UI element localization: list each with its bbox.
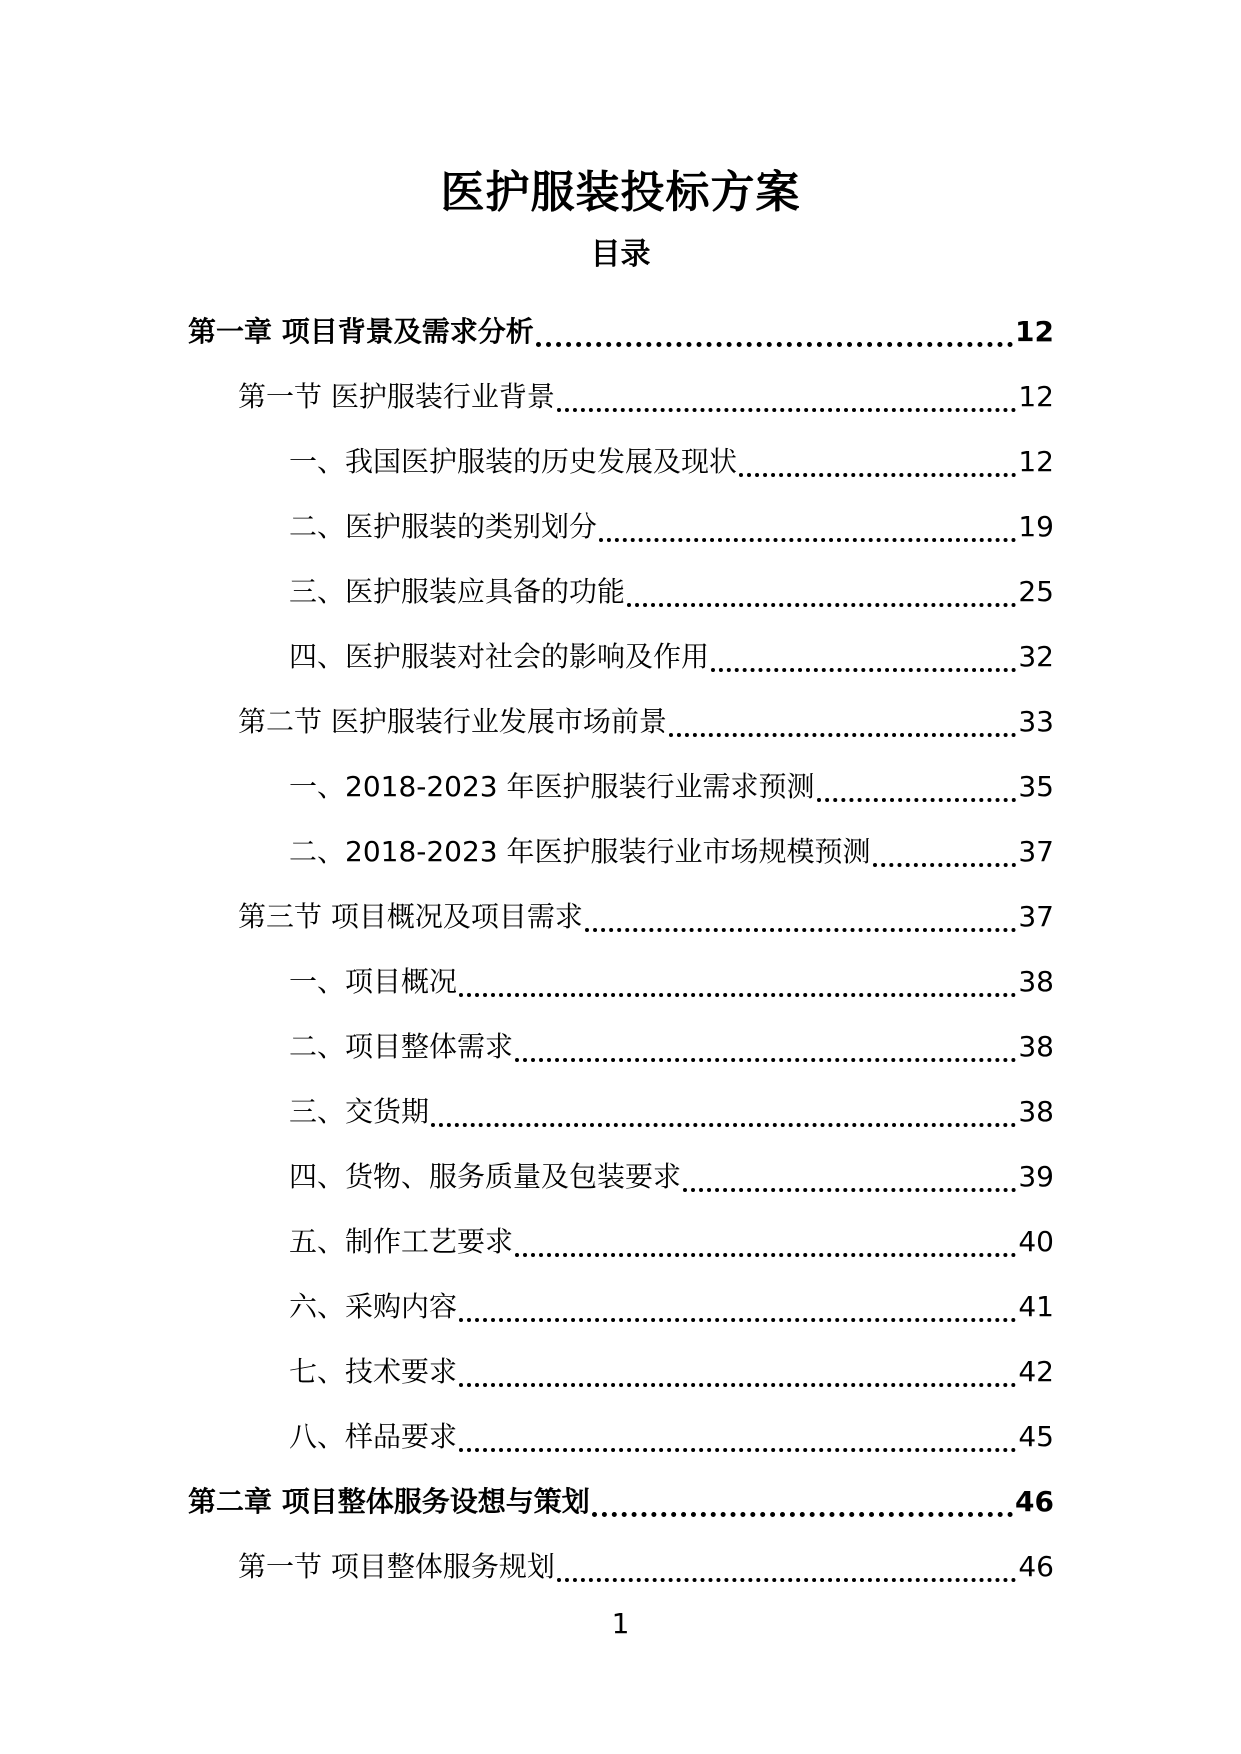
toc-entry[interactable] xyxy=(0,1274,1241,1339)
toc-entry-page: 40 xyxy=(1018,1224,1054,1258)
toc-entry-title: 四、医护服装对社会的影响及作用 xyxy=(289,639,710,673)
toc-entry-page: 46 xyxy=(1015,1484,1054,1518)
toc-entry[interactable] xyxy=(0,1079,1241,1144)
toc-entry-title: 第一章 项目背景及需求分析 xyxy=(188,314,534,348)
toc-entry[interactable] xyxy=(0,559,1241,624)
toc-entry-page: 25 xyxy=(1018,574,1054,608)
toc-entry-page: 41 xyxy=(1018,1289,1054,1323)
toc-dot-leader xyxy=(459,1318,1016,1322)
toc-dot-leader xyxy=(557,408,1016,412)
toc-entry-title: 三、医护服装应具备的功能 xyxy=(289,574,626,608)
toc-entry-title: 一、2018-2023 年医护服装行业需求预测 xyxy=(289,769,815,803)
toc-entry-title: 二、项目整体需求 xyxy=(289,1029,514,1063)
toc-entry-page: 12 xyxy=(1015,314,1054,348)
toc-entry-title: 一、项目概况 xyxy=(289,964,458,998)
toc-dot-leader xyxy=(557,1578,1016,1582)
toc-entry[interactable] xyxy=(0,1014,1241,1079)
toc-entry-page: 39 xyxy=(1018,1159,1054,1193)
toc-entry-page: 37 xyxy=(1018,834,1054,868)
toc-entry-page: 19 xyxy=(1018,509,1054,543)
toc-entry-page: 32 xyxy=(1018,639,1054,673)
toc-entry[interactable] xyxy=(0,299,1241,364)
toc-entry[interactable] xyxy=(0,1339,1241,1404)
toc-entry-title: 第一节 项目整体服务规划 xyxy=(238,1549,555,1583)
toc-dot-leader xyxy=(683,1188,1016,1192)
toc-entry[interactable] xyxy=(0,1209,1241,1274)
toc-entry-title: 第三节 项目概况及项目需求 xyxy=(238,899,583,933)
toc-entry[interactable] xyxy=(0,689,1241,754)
toc-entry-title: 第一节 医护服装行业背景 xyxy=(238,379,555,413)
toc-entry-page: 35 xyxy=(1018,769,1054,803)
toc-entry-title: 五、制作工艺要求 xyxy=(289,1224,514,1258)
document-title: 医护服装投标方案 xyxy=(440,167,801,218)
toc-dot-leader xyxy=(536,342,1013,347)
toc-dot-leader xyxy=(585,928,1016,932)
toc-dot-leader xyxy=(592,1512,1013,1517)
toc-entry-title: 二、2018-2023 年医护服装行业市场规模预测 xyxy=(289,834,871,868)
toc-entry-page: 38 xyxy=(1018,1094,1054,1128)
toc-entry-page: 33 xyxy=(1018,704,1054,738)
toc-entry-title: 四、货物、服务质量及包装要求 xyxy=(289,1159,682,1193)
toc-entry[interactable] xyxy=(0,949,1241,1014)
toc-entry-title: 一、我国医护服装的历史发展及现状 xyxy=(289,444,738,478)
toc-dot-leader xyxy=(515,1058,1016,1062)
toc-entry-title: 第二节 医护服装行业发展市场前景 xyxy=(238,704,667,738)
toc-entry-title: 二、医护服装的类别划分 xyxy=(289,509,598,543)
toc-entry[interactable] xyxy=(0,1404,1241,1469)
toc-entry[interactable] xyxy=(0,754,1241,819)
toc-entry[interactable] xyxy=(0,1144,1241,1209)
table-of-contents xyxy=(0,299,1241,1599)
toc-entry-page: 42 xyxy=(1018,1354,1054,1388)
toc-dot-leader xyxy=(599,538,1016,542)
toc-dot-leader xyxy=(817,798,1017,802)
toc-entry-title: 六、采购内容 xyxy=(289,1289,458,1323)
toc-entry-title: 第二章 项目整体服务设想与策划 xyxy=(188,1484,590,1518)
toc-entry[interactable] xyxy=(0,1469,1241,1534)
toc-dot-leader xyxy=(459,993,1016,997)
toc-dot-leader xyxy=(711,668,1016,672)
page-number: 1 xyxy=(611,1607,630,1640)
toc-entry-page: 46 xyxy=(1018,1549,1054,1583)
toc-heading: 目录 xyxy=(590,237,651,272)
toc-entry-title: 三、交货期 xyxy=(289,1094,430,1128)
toc-entry-page: 38 xyxy=(1018,964,1054,998)
toc-entry-page: 45 xyxy=(1018,1419,1054,1453)
toc-dot-leader xyxy=(739,473,1016,477)
toc-entry[interactable] xyxy=(0,429,1241,494)
toc-dot-leader xyxy=(873,863,1017,867)
toc-dot-leader xyxy=(431,1123,1016,1127)
toc-entry[interactable] xyxy=(0,1534,1241,1599)
toc-entry-page: 12 xyxy=(1018,444,1054,478)
toc-entry-title: 七、技术要求 xyxy=(289,1354,458,1388)
toc-entry-title: 八、样品要求 xyxy=(289,1419,458,1453)
toc-entry-page: 37 xyxy=(1018,899,1054,933)
toc-dot-leader xyxy=(627,603,1016,607)
toc-dot-leader xyxy=(669,733,1016,737)
toc-dot-leader xyxy=(459,1448,1016,1452)
toc-dot-leader xyxy=(459,1383,1016,1387)
toc-entry[interactable] xyxy=(0,819,1241,884)
toc-entry[interactable] xyxy=(0,494,1241,559)
toc-entry-page: 12 xyxy=(1018,379,1054,413)
toc-entry-page: 38 xyxy=(1018,1029,1054,1063)
toc-entry[interactable] xyxy=(0,364,1241,429)
toc-entry[interactable] xyxy=(0,884,1241,949)
toc-entry[interactable] xyxy=(0,624,1241,689)
toc-dot-leader xyxy=(515,1253,1016,1257)
